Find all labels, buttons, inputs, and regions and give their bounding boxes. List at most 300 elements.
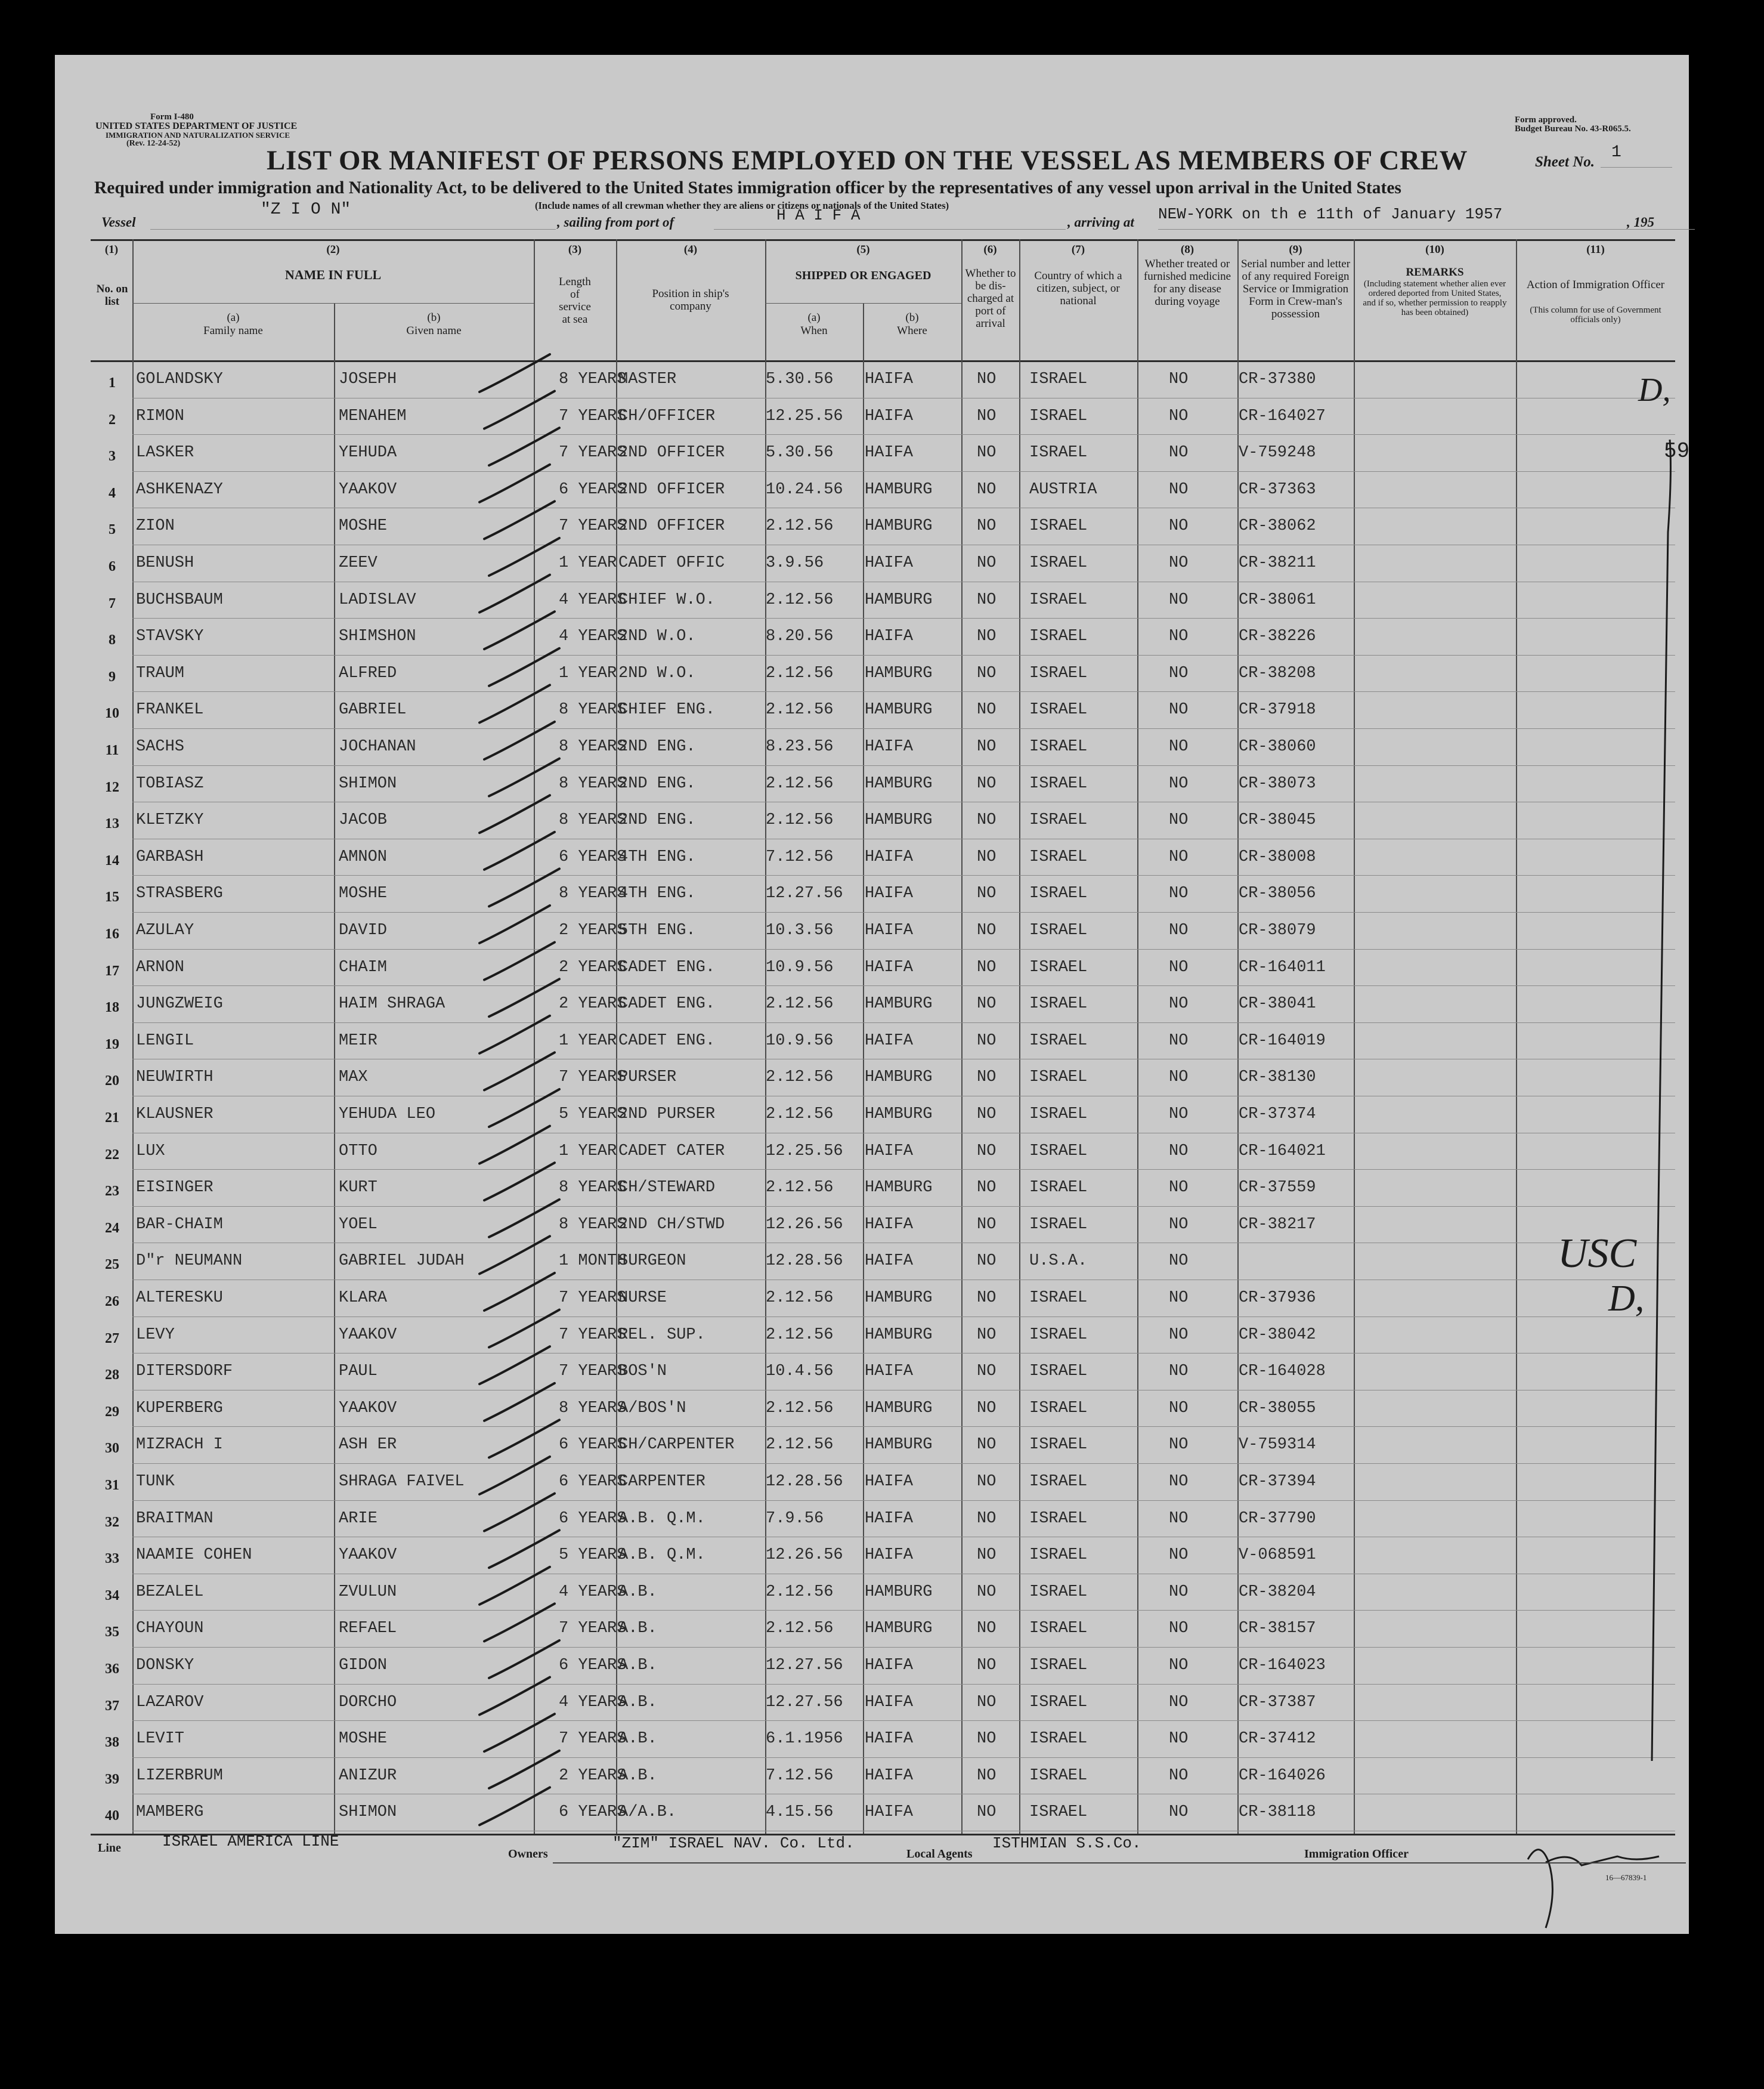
cell-treated: NO — [1169, 1252, 1189, 1271]
cell-position: A.B. — [618, 1693, 657, 1711]
cell-position: 2ND ENG. — [618, 738, 696, 756]
cell-country: ISRAEL — [1029, 370, 1088, 388]
cell-treated: NO — [1169, 885, 1189, 903]
cell-country: ISRAEL — [1029, 1436, 1088, 1454]
cell-given: MOSHE — [339, 1730, 388, 1748]
row-number: 16 — [105, 926, 119, 942]
margin-line — [1652, 440, 1670, 1761]
cell-discharged: NO — [977, 1583, 996, 1601]
check-mark — [489, 1310, 559, 1348]
cell-length: 1 YEAR — [559, 664, 617, 682]
row-number: 23 — [105, 1183, 119, 1200]
cell-when: 7.12.56 — [766, 848, 834, 866]
row-number: 27 — [105, 1330, 119, 1346]
row-number: 17 — [105, 963, 119, 979]
row-number: 39 — [105, 1771, 119, 1787]
check-mark — [489, 1530, 559, 1568]
cell-length: 6 YEARS — [559, 1803, 627, 1822]
cell-treated: NO — [1169, 444, 1189, 462]
cell-treated: NO — [1169, 774, 1189, 793]
col-where-b: (b) — [905, 311, 919, 324]
cell-when: 2.12.56 — [766, 591, 834, 609]
cell-where: HAIFA — [865, 922, 914, 940]
cell-country: ISRAEL — [1029, 848, 1088, 866]
cell-serial: CR-37374 — [1239, 1105, 1316, 1123]
cell-country: ISRAEL — [1029, 995, 1088, 1013]
check-mark — [479, 795, 550, 833]
cell-given: CHAIM — [339, 958, 388, 976]
cell-serial: CR-38118 — [1239, 1803, 1316, 1822]
row-number: 8 — [109, 632, 116, 648]
cell-where: HAIFA — [865, 407, 914, 425]
cell-where: HAMBURG — [865, 1399, 933, 1417]
cell-serial: CR-38211 — [1239, 554, 1316, 572]
cell-family: BRAITMAN — [136, 1509, 213, 1528]
row-number: 1 — [109, 375, 116, 391]
cell-family: TOBIASZ — [136, 774, 204, 793]
cell-where: HAIFA — [865, 1803, 914, 1822]
cell-given: GIDON — [339, 1657, 388, 1674]
cell-treated: NO — [1169, 1031, 1189, 1050]
cell-position: PURSER — [618, 1068, 677, 1087]
cell-position: A/BOS'N — [618, 1399, 686, 1417]
cell-given: REFAEL — [339, 1620, 397, 1638]
cell-discharged: NO — [977, 1473, 996, 1491]
cell-when: 12.26.56 — [766, 1215, 843, 1234]
officer-label: Immigration Officer — [1304, 1847, 1409, 1861]
cell-country: ISRAEL — [1029, 517, 1088, 536]
cell-where: HAIFA — [865, 738, 914, 756]
cell-where: HAMBURG — [865, 701, 933, 719]
cell-length: 6 YEARS — [559, 848, 627, 866]
cell-country: U.S.A. — [1029, 1252, 1088, 1271]
port-of-departure: H A I F A — [776, 206, 861, 224]
cell-when: 12.27.56 — [766, 1657, 843, 1674]
cell-family: LASKER — [136, 444, 194, 462]
cell-discharged: NO — [977, 628, 996, 646]
cell-position: BOS'N — [618, 1362, 667, 1381]
cell-when: 12.25.56 — [766, 407, 843, 425]
cell-position: 2ND OFFICER — [618, 517, 725, 536]
cell-treated: NO — [1169, 628, 1189, 646]
cell-where: HAIFA — [865, 885, 914, 903]
cell-country: ISRAEL — [1029, 701, 1088, 719]
row-number: 6 — [109, 559, 116, 574]
cell-country: ISRAEL — [1029, 1289, 1088, 1307]
cell-serial: CR-38130 — [1239, 1068, 1316, 1087]
cell-country: ISRAEL — [1029, 1362, 1088, 1381]
form-subtitle: Required under immigration and Nationality Act, to be delivered to the United States immigration officer by the representatives of any vessel upon arrival in the United States — [94, 178, 1401, 197]
cell-when: 10.9.56 — [766, 958, 834, 976]
cell-when: 2.12.56 — [766, 664, 834, 682]
cell-length: 6 YEARS — [559, 1657, 627, 1674]
annotation-d1: D, — [1638, 372, 1671, 409]
col-name-in-full: NAME IN FULL — [284, 267, 382, 282]
cell-discharged: NO — [977, 1068, 996, 1087]
cell-discharged: NO — [977, 1252, 996, 1271]
port-label: , sailing from port of — [557, 215, 674, 230]
cell-serial: CR-37363 — [1239, 480, 1316, 499]
agents-name: ISTHMIAN S.S.Co. — [992, 1834, 1141, 1852]
cell-treated: NO — [1169, 1583, 1189, 1601]
cell-family: CHAYOUN — [136, 1620, 204, 1638]
cell-discharged: NO — [977, 444, 996, 462]
cell-when: 2.12.56 — [766, 1620, 834, 1638]
cell-length: 5 YEARS — [559, 1105, 627, 1123]
check-mark — [479, 1126, 550, 1164]
cell-country: ISRAEL — [1029, 1399, 1088, 1417]
cell-position: SURGEON — [618, 1252, 686, 1271]
cell-when: 10.24.56 — [766, 480, 843, 499]
cell-given: JOCHANAN — [339, 738, 416, 756]
cell-discharged: NO — [977, 1179, 996, 1197]
cell-position: 2ND W.O. — [618, 628, 696, 646]
row-number: 5 — [109, 522, 116, 538]
cell-serial: CR-37918 — [1239, 701, 1316, 719]
cell-serial: CR-38226 — [1239, 628, 1316, 646]
check-mark — [484, 1273, 555, 1311]
col-5-number: (5) — [856, 243, 870, 256]
cell-country: ISRAEL — [1029, 1803, 1088, 1822]
cell-treated: NO — [1169, 591, 1189, 609]
cell-where: HAIFA — [865, 1473, 914, 1491]
cell-country: ISRAEL — [1029, 1657, 1088, 1674]
col-action-note: (This column for use of Government officials only) — [1530, 305, 1661, 325]
col-3-number: (3) — [568, 243, 582, 256]
check-mark — [484, 832, 555, 870]
row-number: 33 — [105, 1551, 119, 1567]
cell-family: BUCHSBAUM — [136, 591, 223, 609]
cell-treated: NO — [1169, 407, 1189, 425]
cell-length: 7 YEARS — [559, 444, 627, 462]
cell-length: 1 MONTH — [559, 1252, 627, 1271]
check-mark — [489, 538, 559, 576]
cell-position: 2ND W.O. — [618, 664, 696, 682]
cell-country: ISRAEL — [1029, 1215, 1088, 1234]
check-mark — [484, 1603, 555, 1641]
cell-position: CH/CARPENTER — [618, 1436, 735, 1454]
cell-treated: NO — [1169, 517, 1189, 536]
cell-given: KURT — [339, 1179, 377, 1197]
cell-where: HAMBURG — [865, 774, 933, 793]
cell-serial: CR-38157 — [1239, 1620, 1316, 1638]
cell-where: HAMBURG — [865, 1179, 933, 1197]
cell-when: 12.25.56 — [766, 1142, 843, 1160]
cell-given: ANIZUR — [339, 1766, 397, 1785]
cell-serial: CR-164019 — [1239, 1031, 1326, 1050]
cell-serial: CR-37380 — [1239, 370, 1316, 388]
cell-position: 2ND ENG. — [618, 774, 696, 793]
cell-country: ISRAEL — [1029, 1546, 1088, 1565]
cell-discharged: NO — [977, 1509, 996, 1528]
revision: (Rev. 12-24-52) — [126, 139, 181, 148]
cell-position: 2ND OFFICER — [618, 444, 725, 462]
cell-country: ISRAEL — [1029, 554, 1088, 572]
check-mark — [479, 1346, 550, 1384]
cell-given: SHIMON — [339, 774, 397, 793]
cell-discharged: NO — [977, 1546, 996, 1565]
check-mark — [489, 979, 559, 1016]
row-number: 18 — [105, 1000, 119, 1016]
cell-length: 7 YEARS — [559, 1620, 627, 1638]
cell-when: 12.26.56 — [766, 1546, 843, 1565]
cell-treated: NO — [1169, 1546, 1189, 1565]
check-mark — [484, 1163, 555, 1200]
cell-length: 8 YEARS — [559, 885, 627, 903]
cell-position: A.B. — [618, 1620, 657, 1638]
cell-length: 8 YEARS — [559, 738, 627, 756]
cell-given: DAVID — [339, 922, 388, 940]
cell-serial: CR-38060 — [1239, 738, 1316, 756]
cell-discharged: NO — [977, 958, 996, 976]
cell-discharged: NO — [977, 1657, 996, 1674]
cell-given: MEIR — [339, 1031, 377, 1050]
cell-when: 2.12.56 — [766, 1325, 834, 1344]
cell-where: HAIFA — [865, 1546, 914, 1565]
cell-length: 1 YEAR — [559, 554, 617, 572]
cell-country: ISRAEL — [1029, 958, 1088, 976]
check-mark — [479, 1016, 550, 1053]
col-length-of-service: Length of service at sea — [559, 276, 591, 326]
cell-when: 2.12.56 — [766, 1436, 834, 1454]
cell-discharged: NO — [977, 1766, 996, 1785]
cell-treated: NO — [1169, 848, 1189, 866]
row-number: 32 — [105, 1514, 119, 1530]
col-remarks: REMARKS — [1406, 266, 1464, 279]
cell-when: 12.28.56 — [766, 1252, 843, 1271]
row-number: 4 — [109, 485, 116, 501]
check-mark — [484, 722, 555, 759]
row-number: 30 — [105, 1441, 119, 1457]
cell-country: ISRAEL — [1029, 1325, 1088, 1344]
cell-given: ZVULUN — [339, 1583, 397, 1601]
cell-when: 2.12.56 — [766, 1289, 834, 1307]
cell-given: SHIMSHON — [339, 628, 416, 646]
sheet-number: 1 — [1611, 143, 1621, 162]
cell-treated: NO — [1169, 1436, 1189, 1454]
cell-where: HAIFA — [865, 1252, 914, 1271]
cell-position: 2ND ENG. — [618, 811, 696, 830]
cell-position: CADET CATER — [618, 1142, 725, 1160]
cell-treated: NO — [1169, 701, 1189, 719]
cell-family: TUNK — [136, 1473, 175, 1491]
form-approved: Form approved. — [1515, 115, 1577, 125]
cell-given: OTTO — [339, 1142, 377, 1160]
cell-discharged: NO — [977, 1142, 996, 1160]
cell-country: ISRAEL — [1029, 1693, 1088, 1711]
cell-when: 3.9.56 — [766, 554, 824, 572]
owners-name: "ZIM" ISRAEL NAV. Co. Ltd. — [612, 1834, 855, 1852]
cell-treated: NO — [1169, 664, 1189, 682]
cell-serial: CR-38061 — [1239, 591, 1316, 609]
cell-where: HAIFA — [865, 554, 914, 572]
check-mark — [479, 1677, 550, 1715]
cell-treated: NO — [1169, 1509, 1189, 1528]
check-mark — [489, 759, 559, 796]
cell-discharged: NO — [977, 811, 996, 830]
cell-family: LENGIL — [136, 1031, 194, 1050]
row-number: 35 — [105, 1624, 119, 1640]
cell-serial: CR-164027 — [1239, 407, 1326, 425]
row-number: 10 — [105, 706, 119, 722]
col-4-number: (4) — [683, 243, 698, 256]
col-country: Country of which a citizen, subject, or national — [1034, 270, 1122, 307]
check-mark — [479, 465, 550, 502]
cell-where: HAIFA — [865, 370, 914, 388]
cell-treated: NO — [1169, 1325, 1189, 1344]
cell-where: HAMBURG — [865, 1105, 933, 1123]
cell-length: 8 YEARS — [559, 811, 627, 830]
annotation-page-59: 59 — [1664, 439, 1690, 463]
cell-when: 2.12.56 — [766, 995, 834, 1013]
cell-given: GABRIEL JUDAH — [339, 1252, 465, 1271]
check-mark — [484, 501, 555, 539]
cell-family: STAVSKY — [136, 628, 204, 646]
check-mark — [484, 1052, 555, 1090]
cell-family: KUPERBERG — [136, 1399, 223, 1417]
col-7-number: (7) — [1071, 243, 1085, 256]
check-mark — [484, 1714, 555, 1751]
cell-given: HAIM SHRAGA — [339, 995, 445, 1013]
cell-country: ISRAEL — [1029, 1105, 1088, 1123]
cell-discharged: NO — [977, 1215, 996, 1234]
cell-where: HAIFA — [865, 1215, 914, 1234]
cell-family: FRANKEL — [136, 701, 204, 719]
cell-treated: NO — [1169, 1068, 1189, 1087]
print-code: 16—67839-1 — [1605, 1873, 1647, 1882]
cell-treated: NO — [1169, 554, 1189, 572]
cell-position: 2ND PURSER — [618, 1105, 716, 1123]
line-name: ISRAEL AMERICA LINE — [162, 1832, 339, 1850]
cell-where: HAIFA — [865, 958, 914, 976]
annotation-usc: USC — [1558, 1231, 1637, 1277]
cell-serial: CR-38204 — [1239, 1583, 1316, 1601]
cell-serial: CR-37790 — [1239, 1509, 1316, 1528]
cell-discharged: NO — [977, 370, 996, 388]
cell-family: AZULAY — [136, 922, 194, 940]
cell-where: HAIFA — [865, 1657, 914, 1674]
cell-family: BENUSH — [136, 554, 194, 572]
cell-length: 5 YEARS — [559, 1546, 627, 1565]
cell-when: 2.12.56 — [766, 1105, 834, 1123]
cell-length: 6 YEARS — [559, 1509, 627, 1528]
officer-signature — [1528, 1850, 1659, 1928]
cell-length: 6 YEARS — [559, 1436, 627, 1454]
cell-country: ISRAEL — [1029, 1179, 1088, 1197]
check-mark — [479, 1787, 550, 1825]
cell-when: 12.27.56 — [766, 885, 843, 903]
row-number: 22 — [105, 1147, 119, 1163]
arrival-port-date: NEW-YORK on th e 11th of January 1957 — [1158, 205, 1503, 223]
cell-serial: CR-38079 — [1239, 922, 1316, 940]
cell-treated: NO — [1169, 370, 1189, 388]
cell-treated: NO — [1169, 1142, 1189, 1160]
cell-length: 2 YEARS — [559, 995, 627, 1013]
cell-given: GABRIEL — [339, 701, 407, 719]
col-11-number: (11) — [1586, 243, 1605, 256]
cell-serial: CR-37387 — [1239, 1693, 1316, 1711]
cell-given: YEHUDA — [339, 444, 397, 462]
check-mark — [479, 354, 550, 392]
cell-where: HAMBURG — [865, 517, 933, 536]
cell-position: CH/OFFICER — [618, 407, 716, 425]
cell-treated: NO — [1169, 1362, 1189, 1381]
cell-length: 8 YEARS — [559, 774, 627, 793]
cell-position: CHIEF ENG. — [618, 701, 716, 719]
cell-serial: CR-38042 — [1239, 1325, 1316, 1344]
cell-discharged: NO — [977, 1693, 996, 1711]
cell-family: KLAUSNER — [136, 1105, 213, 1123]
cell-country: ISRAEL — [1029, 811, 1088, 830]
cell-country: AUSTRIA — [1029, 480, 1097, 499]
cell-treated: NO — [1169, 1766, 1189, 1785]
col-6-number: (6) — [983, 243, 997, 256]
cell-discharged: NO — [977, 664, 996, 682]
cell-length: 7 YEARS — [559, 1362, 627, 1381]
col-shipped-engaged: SHIPPED OR ENGAGED — [795, 269, 931, 282]
row-number: 21 — [105, 1110, 119, 1126]
row-number: 25 — [105, 1257, 119, 1273]
check-mark — [489, 648, 559, 686]
row-number: 2 — [109, 412, 116, 428]
form-title: LIST OR MANIFEST OF PERSONS EMPLOYED ON THE VESSEL AS MEMBERS OF CREW — [267, 145, 1468, 176]
col-when: When — [800, 325, 828, 337]
check-mark — [479, 1236, 550, 1274]
cell-length: 7 YEARS — [559, 407, 627, 425]
cell-when: 8.23.56 — [766, 738, 834, 756]
cell-position: A.B. — [618, 1730, 657, 1748]
cell-where: HAMBURG — [865, 664, 933, 682]
cell-when: 2.12.56 — [766, 811, 834, 830]
cell-family: BEZALEL — [136, 1583, 204, 1601]
cell-country: ISRAEL — [1029, 774, 1088, 793]
col-remarks-note: (Including statement whether alien ever ordered deported from United States, and if so, whether permission to reapply has been obtained) — [1363, 279, 1507, 317]
cell-given: JACOB — [339, 811, 388, 830]
cell-position: A.B. Q.M. — [618, 1509, 705, 1528]
cell-family: LEVY — [136, 1325, 175, 1344]
cell-when: 2.12.56 — [766, 1399, 834, 1417]
budget-bureau: Budget Bureau No. 43-R065.5. — [1515, 124, 1631, 134]
cell-family: LAZAROV — [136, 1693, 204, 1711]
cell-discharged: NO — [977, 848, 996, 866]
cell-serial: CR-37412 — [1239, 1730, 1316, 1748]
cell-serial: V-068591 — [1239, 1546, 1316, 1565]
cell-length: 8 YEARS — [559, 1399, 627, 1417]
cell-serial: CR-38041 — [1239, 995, 1316, 1013]
cell-treated: NO — [1169, 1215, 1189, 1234]
check-mark — [479, 906, 550, 943]
cell-serial: CR-38073 — [1239, 774, 1316, 793]
cell-length: 6 YEARS — [559, 1473, 627, 1491]
cell-where: HAMBURG — [865, 1068, 933, 1087]
cell-length: 6 YEARS — [559, 480, 627, 499]
cell-discharged: NO — [977, 480, 996, 499]
cell-discharged: NO — [977, 885, 996, 903]
cell-length: 4 YEARS — [559, 1693, 627, 1711]
cell-family: EISINGER — [136, 1179, 213, 1197]
cell-serial: CR-164023 — [1239, 1657, 1326, 1674]
col-family-name: Family name — [203, 325, 263, 337]
cell-country: ISRAEL — [1029, 1583, 1088, 1601]
cell-where: HAIFA — [865, 1142, 914, 1160]
check-mark — [479, 1457, 550, 1494]
cell-family: BAR-CHAIM — [136, 1215, 223, 1234]
handwritten-checks — [479, 354, 559, 1825]
cell-serial: CR-38055 — [1239, 1399, 1316, 1417]
cell-where: HAIFA — [865, 1730, 914, 1748]
cell-treated: NO — [1169, 480, 1189, 499]
cell-family: JUNGZWEIG — [136, 995, 223, 1013]
